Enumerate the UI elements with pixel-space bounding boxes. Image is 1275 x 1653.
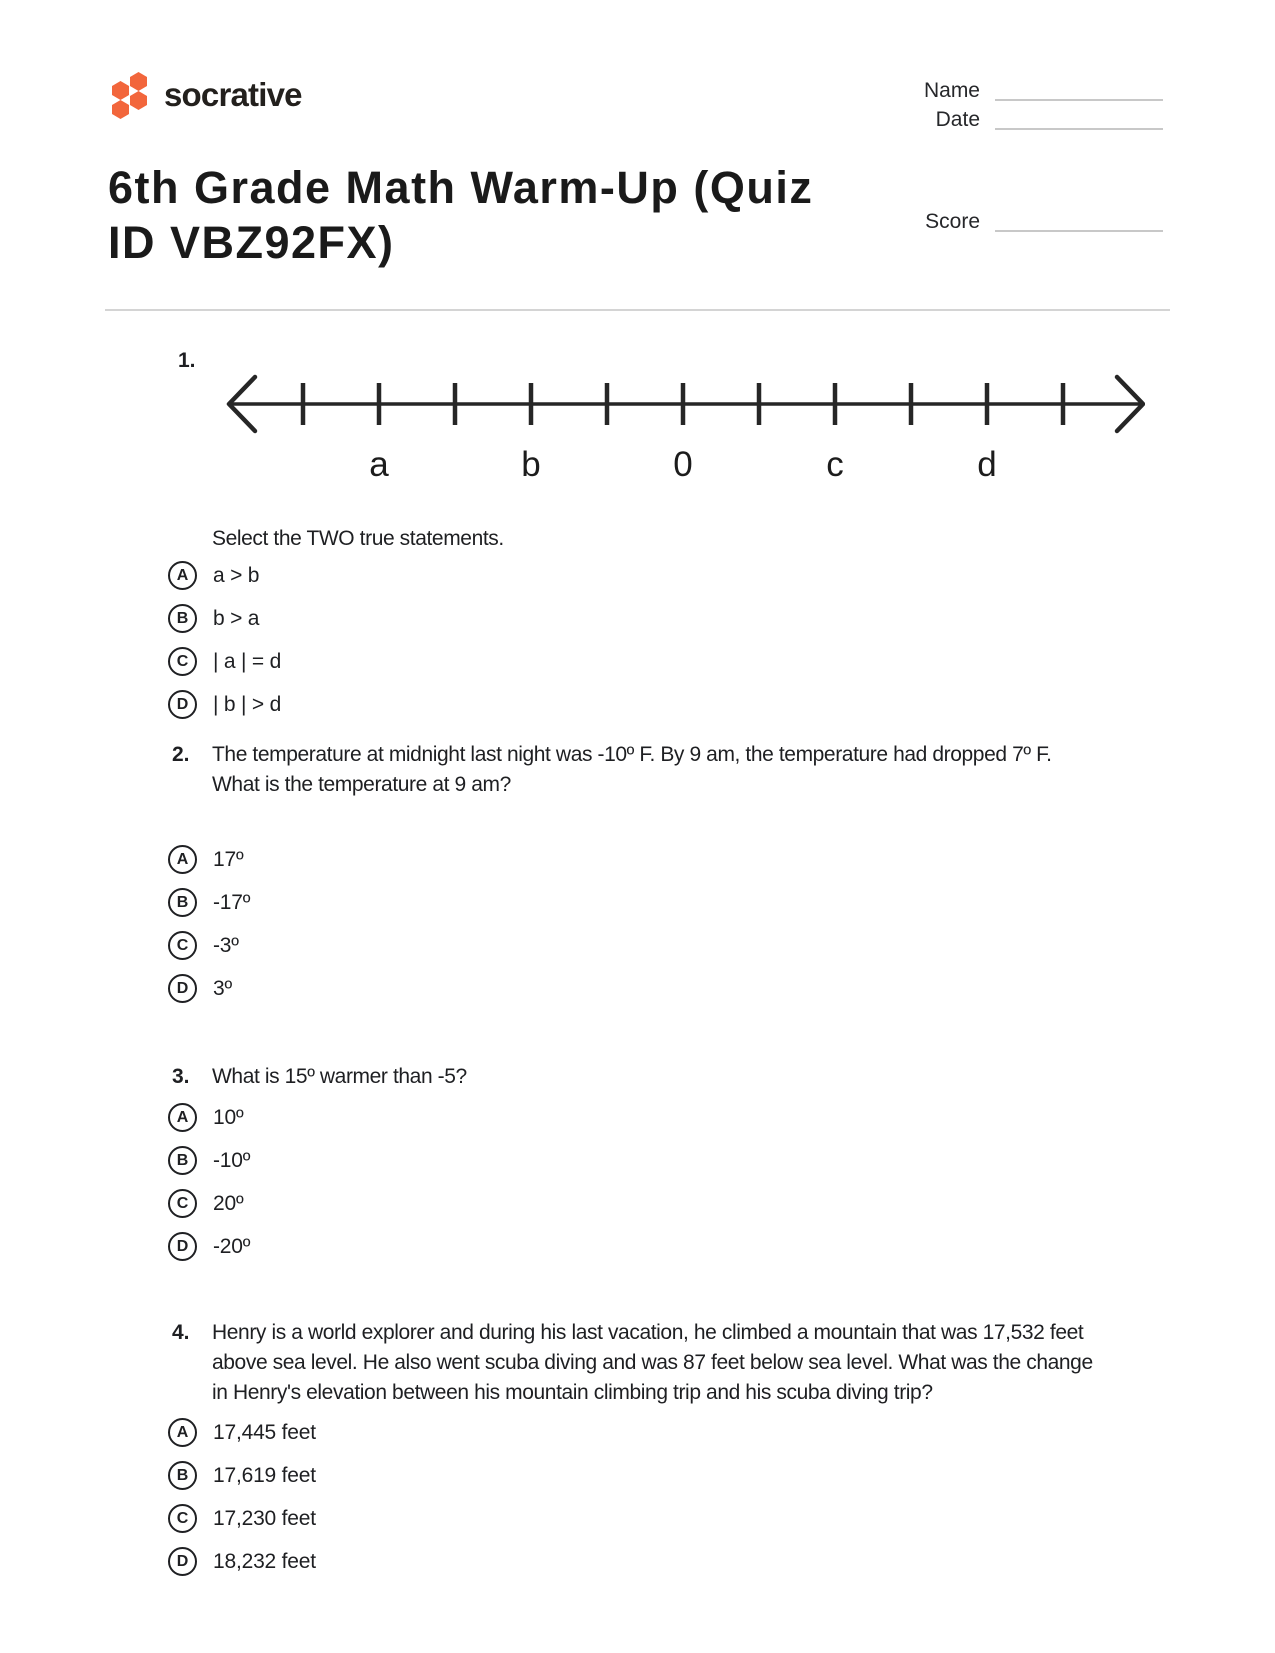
option-text: 18,232 feet bbox=[213, 1549, 316, 1573]
answer-bubble[interactable]: A bbox=[168, 1103, 197, 1132]
option-3D[interactable] bbox=[168, 1225, 250, 1268]
question-3-number: 3. bbox=[172, 1065, 190, 1088]
answer-bubble[interactable]: C bbox=[168, 931, 197, 960]
question-1-options bbox=[168, 554, 281, 726]
option-3C[interactable] bbox=[168, 1182, 250, 1225]
page-title-line-2: ID VBZ92FX) bbox=[108, 217, 395, 268]
option-1C[interactable] bbox=[168, 640, 281, 683]
option-text: 17,230 feet bbox=[213, 1506, 316, 1530]
option-text: 20º bbox=[213, 1191, 244, 1215]
option-2C[interactable] bbox=[168, 924, 250, 967]
name-field bbox=[924, 80, 1163, 102]
socrative-logo-mark-icon bbox=[100, 70, 148, 119]
option-text: | b | > d bbox=[213, 692, 282, 716]
question-3 bbox=[168, 1062, 1098, 1258]
question-1-prompt: Select the TWO true statements. bbox=[212, 527, 504, 550]
option-text: -10º bbox=[213, 1148, 251, 1172]
option-3A[interactable] bbox=[168, 1096, 250, 1139]
option-1A[interactable] bbox=[168, 554, 281, 597]
question-3-options bbox=[168, 1096, 250, 1268]
hexagon-icon bbox=[112, 81, 129, 100]
question-2-options bbox=[168, 838, 250, 1010]
brand-name: socrative bbox=[164, 75, 302, 113]
page-title-line-1: 6th Grade Math Warm-Up (Quiz bbox=[108, 162, 814, 213]
question-1-number: 1. bbox=[178, 349, 196, 372]
answer-bubble[interactable]: B bbox=[168, 1146, 197, 1175]
score-field bbox=[925, 211, 1163, 233]
option-text: 17º bbox=[213, 847, 244, 871]
option-text: -3º bbox=[213, 933, 239, 957]
score-blank-line[interactable] bbox=[995, 230, 1163, 232]
option-4C[interactable] bbox=[168, 1497, 316, 1540]
answer-bubble[interactable]: A bbox=[168, 1418, 197, 1447]
hexagon-icon bbox=[130, 91, 147, 110]
answer-bubble[interactable]: D bbox=[168, 690, 197, 719]
hexagon-icon bbox=[130, 72, 147, 91]
number-line-label-d: d bbox=[977, 445, 997, 484]
answer-bubble[interactable]: C bbox=[168, 1189, 197, 1218]
option-text: 17,445 feet bbox=[213, 1420, 316, 1444]
option-text: a > b bbox=[213, 563, 260, 587]
option-2D[interactable] bbox=[168, 967, 250, 1010]
option-4A[interactable] bbox=[168, 1411, 316, 1454]
question-2-number: 2. bbox=[172, 743, 190, 766]
option-3B[interactable] bbox=[168, 1139, 250, 1182]
option-text: 10º bbox=[213, 1105, 244, 1129]
question-2-prompt: The temperature at midnight last night was -10º F. By 9 am, the temperature had dropped 7º F. What is the temperature at 9 am? bbox=[212, 743, 1052, 796]
option-2B[interactable] bbox=[168, 881, 250, 924]
date-label: Date bbox=[935, 108, 980, 131]
number-line-label-c: c bbox=[826, 445, 844, 484]
score-label: Score bbox=[925, 210, 980, 233]
option-text: b > a bbox=[213, 606, 260, 630]
number-line-label-b: b bbox=[521, 445, 541, 484]
answer-bubble[interactable]: D bbox=[168, 974, 197, 1003]
date-blank-line[interactable] bbox=[995, 128, 1163, 130]
question-4 bbox=[168, 1318, 1098, 1573]
option-text: 3º bbox=[213, 976, 232, 1000]
answer-bubble[interactable]: A bbox=[168, 561, 197, 590]
answer-bubble[interactable]: B bbox=[168, 888, 197, 917]
number-line-label-0: 0 bbox=[673, 445, 693, 484]
name-label: Name bbox=[923, 79, 980, 102]
question-4-options bbox=[168, 1411, 316, 1583]
question-4-number: 4. bbox=[172, 1321, 190, 1344]
number-line-figure bbox=[185, 352, 1145, 487]
hexagon-icon bbox=[112, 100, 129, 119]
socrative-logo bbox=[100, 70, 302, 119]
answer-bubble[interactable]: B bbox=[168, 1461, 197, 1490]
answer-bubble[interactable]: D bbox=[168, 1547, 197, 1576]
answer-bubble[interactable]: A bbox=[168, 845, 197, 874]
question-2 bbox=[168, 740, 1098, 1000]
number-line-label-a: a bbox=[369, 445, 389, 484]
option-text: -17º bbox=[213, 890, 251, 914]
option-text: -20º bbox=[213, 1234, 251, 1258]
option-1B[interactable] bbox=[168, 597, 281, 640]
answer-bubble[interactable]: C bbox=[168, 647, 197, 676]
option-4B[interactable] bbox=[168, 1454, 316, 1497]
option-text: | a | = d bbox=[213, 649, 282, 673]
question-3-prompt: What is 15º warmer than -5? bbox=[212, 1065, 467, 1088]
option-text: 17,619 feet bbox=[213, 1463, 316, 1487]
question-1 bbox=[168, 338, 1098, 768]
date-field bbox=[936, 109, 1163, 131]
option-2A[interactable] bbox=[168, 838, 250, 881]
header-divider bbox=[105, 309, 1170, 311]
option-4D[interactable] bbox=[168, 1540, 316, 1583]
option-1D[interactable] bbox=[168, 683, 281, 726]
answer-bubble[interactable]: C bbox=[168, 1504, 197, 1533]
answer-bubble[interactable]: B bbox=[168, 604, 197, 633]
answer-bubble[interactable]: D bbox=[168, 1232, 197, 1261]
question-4-prompt: Henry is a world explorer and during his last vacation, he climbed a mountain that was 17,532 feet above sea level. He also went scuba diving and was 87 feet below sea level. What was the change in Henry's elevation between his mountain climbing trip and his scuba diving trip? bbox=[212, 1321, 1093, 1404]
page-title bbox=[108, 160, 813, 270]
name-blank-line[interactable] bbox=[995, 99, 1163, 101]
